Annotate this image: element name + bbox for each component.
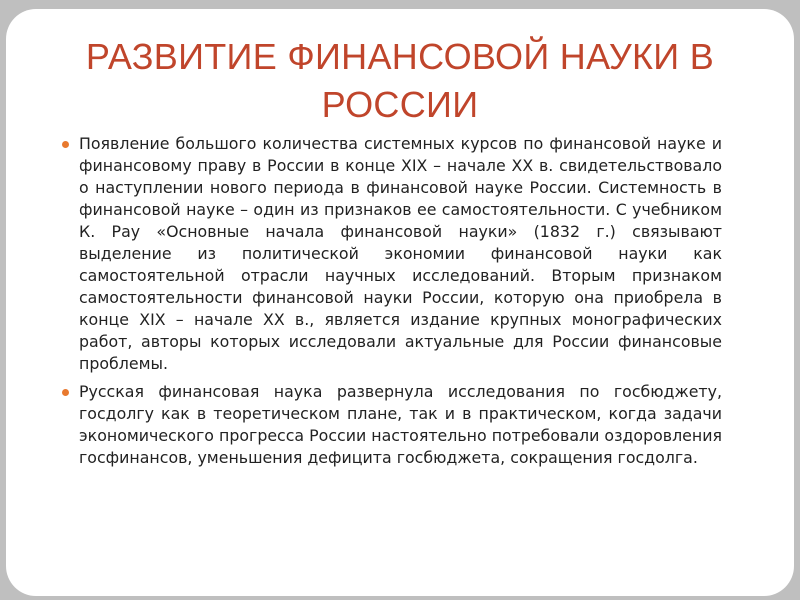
bullet-dot-icon — [62, 141, 69, 148]
slide-title: РАЗВИТИЕ ФИНАНСОВОЙ НАУКИ В РОССИИ — [85, 36, 715, 125]
slide-card — [6, 9, 794, 596]
bullet-item — [62, 133, 722, 375]
bullet-text: Русская финансовая наука развернула исследования по госбюджету, госдолгу как в теоретическом плане, так и в практическом, когда задачи экономического прогресса России настоятельно потребовали оздоровления госфинансов, уменьшения дефицита госбюджета, сокращения госдолга. — [79, 382, 722, 467]
bullet-list — [62, 133, 722, 475]
bullet-text: Появление большого количества системных курсов по финансовой науке и финансовому праву в России в конце XIX – начале XX в. свидетельствовало о наступлении нового периода в финансовой науке России. Системность в финансовой науке – один из признаков ее самостоятельности. С учебником К. Рау «Основные начала финансовой науки» (1832 г.) связывают выделение из политической экономии финансовой науки как самостоятельной отрасли научных исследований. Вторым признаком самостоятельности финансовой науки России, которую она приобрела в конце XIX – начале XX в., является издание крупных монографических работ, авторы которых исследовали актуальные для России финансовые проблемы. — [79, 134, 722, 373]
bullet-item — [62, 381, 722, 469]
bullet-dot-icon — [62, 389, 69, 396]
